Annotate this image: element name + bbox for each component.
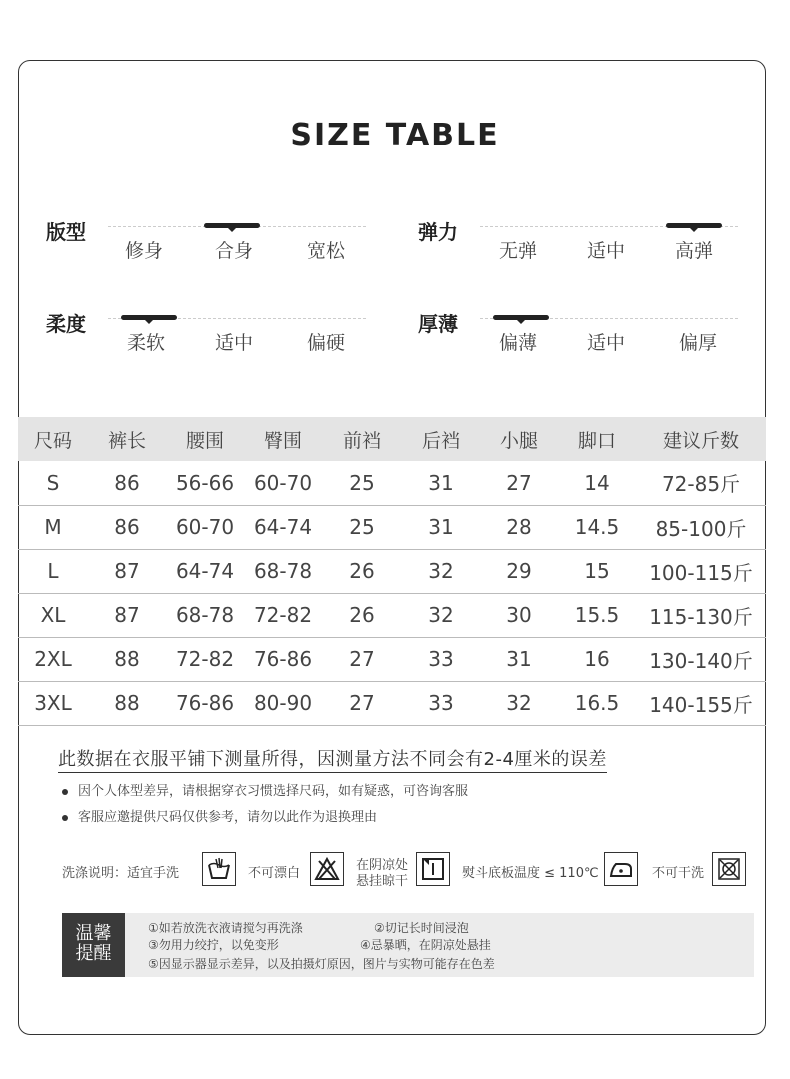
no-bleach-label: 不可漂白: [248, 866, 301, 881]
table-cell: 27: [480, 461, 558, 505]
fit-option: 合身: [214, 240, 253, 262]
table-cell: 30: [480, 593, 558, 637]
tip-item: ④忌暴晒，在阴凉处悬挂: [360, 938, 491, 952]
tips-heading-line: 温馨: [75, 923, 112, 944]
table-row: [18, 637, 766, 681]
table-cell: 27: [322, 637, 402, 681]
selected-marker: [493, 315, 549, 320]
table-cell: 2XL: [18, 637, 88, 681]
table-cell: 29: [480, 549, 558, 593]
table-cell: 76-86: [166, 681, 244, 725]
softness-scale: [46, 308, 366, 378]
table-cell: 14.5: [558, 505, 636, 549]
table-cell: 31: [480, 637, 558, 681]
fit-option: 修身: [124, 240, 163, 262]
bullet-item: [62, 780, 468, 799]
tip-item: ③勿用力绞拧，以免变形: [148, 938, 279, 952]
table-cell: 27: [322, 681, 402, 725]
iron-low-icon: [604, 852, 638, 886]
shade-dry-label: 在阴凉处: [356, 858, 409, 873]
table-row: [18, 681, 766, 725]
table-cell: 56-66: [166, 461, 244, 505]
no-bleach-icon: [310, 852, 344, 886]
softness-label: 柔度: [46, 312, 86, 336]
elasticity-option: 适中: [586, 240, 625, 262]
elasticity-option: 无弹: [498, 240, 537, 262]
tips-heading-line: 提醒: [75, 943, 112, 964]
bullet-dot: [62, 789, 68, 795]
elasticity-scale: [418, 216, 738, 286]
table-cell: 87: [88, 593, 166, 637]
bullet-text: 客服应邀提供尺码仅供参考，请勿以此作为退换理由: [78, 810, 378, 825]
table-row: [18, 593, 766, 637]
fit-option: 宽松: [306, 240, 345, 262]
column-header: 腰围: [166, 417, 244, 461]
table-row: [18, 461, 766, 505]
table-cell: 88: [88, 681, 166, 725]
wash-label: 洗涤说明：适宜手洗: [62, 866, 180, 881]
table-cell: 28: [480, 505, 558, 549]
softness-option: 柔软: [126, 332, 165, 354]
table-cell: 14: [558, 461, 636, 505]
selected-marker: [666, 223, 722, 228]
column-header: 脚口: [558, 417, 636, 461]
fit-scale: [46, 216, 366, 286]
table-cell: 32: [402, 549, 480, 593]
thickness-option: 偏厚: [678, 332, 717, 354]
column-header: 建议斤数: [636, 417, 766, 461]
column-header: 小腿: [480, 417, 558, 461]
table-cell: 87: [88, 549, 166, 593]
bullet-dot: [62, 815, 68, 821]
table-cell: 72-85斤: [636, 461, 766, 505]
table-cell: 72-82: [244, 593, 322, 637]
table-header-row: [18, 417, 766, 461]
column-header: 臀围: [244, 417, 322, 461]
column-header: 裤长: [88, 417, 166, 461]
table-cell: 3XL: [18, 681, 88, 725]
table-cell: 32: [480, 681, 558, 725]
table-cell: 60-70: [166, 505, 244, 549]
table-cell: L: [18, 549, 88, 593]
table-cell: 85-100斤: [636, 505, 766, 549]
table-cell: S: [18, 461, 88, 505]
selected-marker: [204, 223, 260, 228]
tip-item: ②切记长时间浸泡: [374, 921, 469, 935]
table-cell: 64-74: [166, 549, 244, 593]
table-cell: 33: [402, 681, 480, 725]
line-dry-shade-icon: [416, 852, 450, 886]
column-header: 前裆: [322, 417, 402, 461]
table-cell: 130-140斤: [636, 637, 766, 681]
tips-heading: [62, 913, 125, 977]
table-cell: 88: [88, 637, 166, 681]
hand-wash-icon: [202, 852, 236, 886]
table-cell: 15.5: [558, 593, 636, 637]
iron-label: 熨斗底板温度 ≤ 110℃: [462, 866, 599, 881]
table-cell: 16.5: [558, 681, 636, 725]
thickness-label: 厚薄: [418, 312, 458, 336]
thickness-option: 适中: [586, 332, 625, 354]
table-cell: 16: [558, 637, 636, 681]
measurement-notice: 此数据在衣服平铺下测量所得，因测量方法不同会有2-4厘米的误差: [58, 745, 607, 773]
tip-item: ⑤因显示器显示差异，以及拍摄灯原因，图片与实物可能存在色差: [148, 957, 495, 971]
tip-item: ①如若放洗衣液请搅匀再洗涤: [148, 921, 303, 935]
bullet-item: [62, 806, 377, 825]
no-dry-clean-icon: [712, 852, 746, 886]
table-cell: 80-90: [244, 681, 322, 725]
table-cell: 33: [402, 637, 480, 681]
bullet-text: 因个人体型差异，请根据穿衣习惯选择尺码，如有疑惑，可咨询客服: [78, 784, 469, 799]
size-table: [18, 417, 766, 726]
thickness-scale: [418, 308, 738, 378]
table-cell: 25: [322, 461, 402, 505]
table-cell: 68-78: [244, 549, 322, 593]
column-header: 后裆: [402, 417, 480, 461]
table-row: [18, 549, 766, 593]
table-row: [18, 505, 766, 549]
table-cell: 15: [558, 549, 636, 593]
elasticity-label: 弹力: [418, 220, 458, 244]
table-cell: 64-74: [244, 505, 322, 549]
table-cell: 25: [322, 505, 402, 549]
softness-option: 适中: [214, 332, 253, 354]
tips-box: [62, 913, 754, 977]
table-cell: 86: [88, 461, 166, 505]
table-cell: 68-78: [166, 593, 244, 637]
table-cell: 31: [402, 461, 480, 505]
table-cell: 26: [322, 549, 402, 593]
elasticity-option: 高弹: [674, 240, 713, 262]
table-cell: 100-115斤: [636, 549, 766, 593]
no-dry-clean-label: 不可干洗: [652, 866, 705, 881]
table-cell: 140-155斤: [636, 681, 766, 725]
fit-label: 版型: [46, 220, 86, 244]
table-cell: 86: [88, 505, 166, 549]
table-cell: 32: [402, 593, 480, 637]
page-title: SIZE TABLE: [290, 118, 500, 153]
table-cell: M: [18, 505, 88, 549]
table-cell: 115-130斤: [636, 593, 766, 637]
table-cell: 76-86: [244, 637, 322, 681]
softness-option: 偏硬: [306, 332, 345, 354]
table-cell: 72-82: [166, 637, 244, 681]
column-header: 尺码: [18, 417, 88, 461]
thickness-option: 偏薄: [498, 332, 537, 354]
table-cell: 26: [322, 593, 402, 637]
table-cell: 60-70: [244, 461, 322, 505]
table-cell: XL: [18, 593, 88, 637]
selected-marker: [121, 315, 177, 320]
care-instructions: [62, 852, 752, 888]
table-cell: 31: [402, 505, 480, 549]
shade-dry-label: 悬挂晾干: [356, 874, 409, 889]
